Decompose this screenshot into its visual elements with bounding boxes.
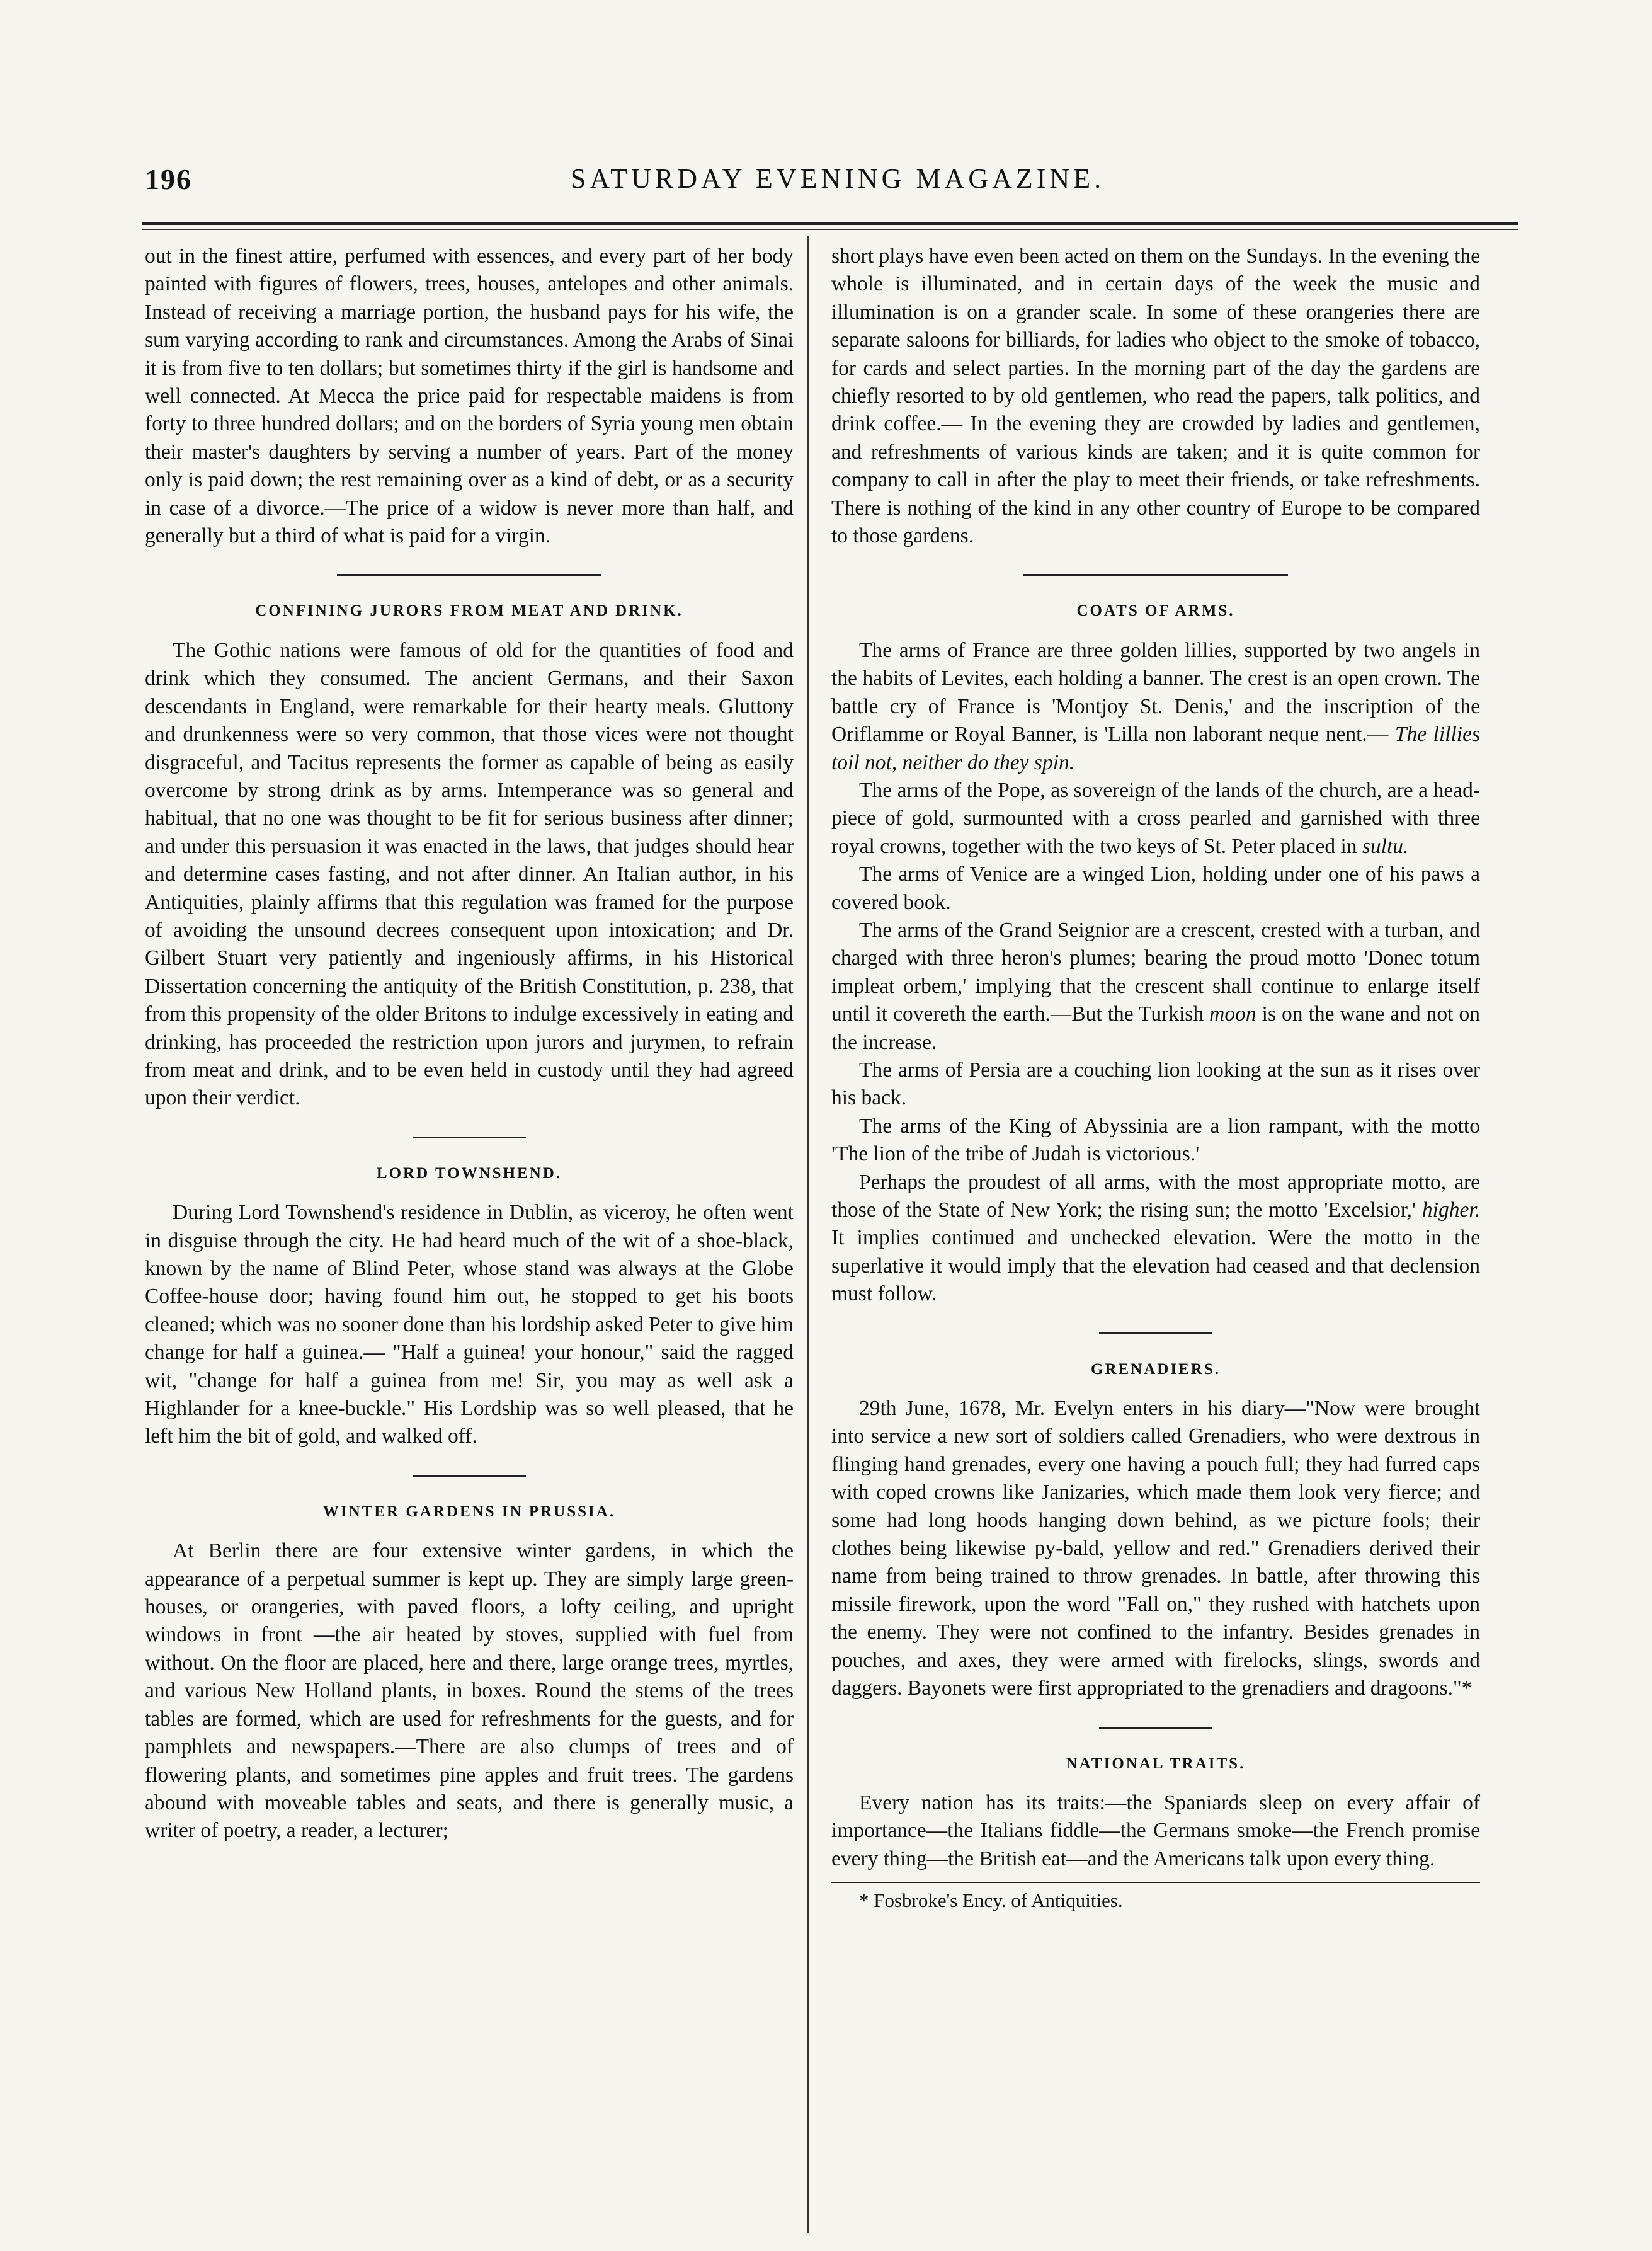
national-traits-body: Every nation has its traits:—the Spaniards sleep on every affair of importance—the Italians fiddle—the Germans smoke—the French promise every thing—the British eat—and the Americans talk upon every thing. — [831, 1790, 1480, 1870]
page-number: 196 — [145, 163, 192, 195]
grenadiers-body: 29th June, 1678, Mr. Evelyn enters in his diary—"Now were brought into service a new sort of soldiers called Grenadiers, who were dextrous in flinging hand grenades, every one having a pouch full; they had furred caps with coped crowns like Janizaries, which made them look very fierce; and some had long hoods hanging down behind, as we picture fools; their clothes being likewise py-bald, yellow and red." Grenadiers derived their name from being trained to throw grenades. In battle, after throwing this missile firework, upon the word "Fall on," they rushed with hatchets upon the enemy. They were not confined to the infantry. Besides grenades in pouches, and axes, they were armed with firelocks, slings, swords and daggers. Bayonets were first appropriated to the grenadiers and dragoons."* — [831, 1397, 1480, 1700]
arms-seignior-end: is on the wane and not on the increase. — [831, 1002, 1481, 1054]
lord-townshend-body: During Lord Townshend's residence in Dublin, as viceroy, he often went in disguise through the city. He had heard much of the wit of a shoe-black, known by the name of Blind Peter, whose stand was always at the Globe Coffee-house door; having found him out, he stopped to get his boots cleaned; which was no sooner done than his lordship asked Peter to give him change for half a guinea.— "Half a guinea! your honour," said the ragged wit, "change for half a guinea from me! Sir, you may as well ask a Highlander for a knee-buckle." His Lordship was so well pleased, that he left him the bit of gold, and walked off. — [145, 1201, 794, 1448]
arms-new-york — [831, 1169, 1480, 1309]
arms-abyssinia: The arms of the King of Abyssinia are a lion rampant, with the motto 'The lion of the tribe of Judah is victorious.' — [831, 1114, 1480, 1166]
arms-seignior-italic: moon — [1209, 1002, 1256, 1026]
confining-jurors-heading: CONFINING JURORS FROM MEAT AND DRINK. — [255, 602, 683, 620]
arms-persia: The arms of Persia are a couching lion looking at the sun as it rises over his back. — [831, 1058, 1480, 1110]
right-column — [831, 243, 1480, 1915]
section-divider — [1099, 1727, 1212, 1729]
column-rule — [807, 236, 809, 2233]
header-rule — [142, 222, 1518, 225]
intro-paragraph: out in the finest attire, perfumed with essences, and every part of her body painted with figures of flowers, trees, houses, antelopes and other animals. Instead of receiving a marriage portion, the husband pays for his wife, the sum varying according to rank and circumstances. Among the Arabs of Sinai it is from five to ten dollars; but sometimes thirty if the girl is handsome and well connected. At Mecca the price paid for respectable maidens is from forty to three hundred dollars; and on the borders of Syria young men obtain their master's daughters by serving a number of years. Part of the money only is paid down; the rest remaining over as a kind of debt, or as a security in case of a divorce.—The price of a widow is never more than half, and generally but a third of what is paid for a virgin. — [145, 244, 794, 548]
winter-gardens-body: At Berlin there are four extensive winter gardens, in which the appearance of a perpetual summer is kept up. They are simply large green-houses, or orangeries, with paved floors, a lofty ceiling, and upright windows in front —the air heated by stoves, supplied with fuel from without. On the floor are placed, here and there, large orange trees, myrtles, and various New Holland plants, in boxes. Round the stems of the trees tables are formed, which are used for refreshments for the guests, and for pamphlets and newspapers.—There are also clumps of trees and of flowering plants, and sometimes pine apples and fruit trees. The gardens abound with moveable tables and seats, and there is generally music, a writer of poetry, a reader, a lecturer; — [145, 1539, 794, 1843]
winter-gardens-heading: WINTER GARDENS IN PRUSSIA. — [322, 1503, 616, 1520]
national-traits-heading: NATIONAL TRAITS. — [1066, 1755, 1246, 1772]
winter-gardens-continued: short plays have even been acted on them on the Sundays. In the evening the whole is illuminated, and in certain days of the week the music and illumination is on a grander scale. In some of these orangeries there are separate saloons for billiards, for ladies who object to the smoke of tobacco, for cards and select parties. In the morning part of the day the gardens are chiefly resorted to by old gentlemen, who read the papers, talk politics, and drink coffee.— In the evening they are crowded by ladies and gentlemen, and refreshments of various kinds are taken; and it is quite common for company to call in after the play to meet their friends, or take refreshments. There is nothing of the kind in any other country of Europe to be compared to those gardens. — [831, 244, 1480, 548]
arms-grand-seignior — [831, 917, 1480, 1057]
running-title: SATURDAY EVENING MAGAZINE. — [570, 163, 1105, 194]
arms-pope — [831, 777, 1480, 861]
arms-ny-italic: higher. — [1421, 1198, 1481, 1222]
arms-pope-italic: sultu. — [1362, 834, 1409, 858]
arms-france-italic: The lillies toil not, neither do they spin. — [831, 723, 1480, 774]
section-divider — [337, 574, 601, 576]
section-divider — [413, 1475, 526, 1477]
page-header — [145, 163, 1530, 207]
header-rule-thin — [142, 229, 1518, 230]
left-column — [145, 243, 794, 1845]
confining-jurors-body: The Gothic nations were famous of old for the quantities of food and drink which they consumed. The ancient Germans, and their Saxon descendants in England, were remarkable for their hearty meals. Gluttony and drunkenness were so very common, that those vices were not thought disgraceful, and Tacitus represents the former as capable of being as easily overcome by strong drink as by arms. Intemperance was so general and habitual, that no one was thought to be fit for serious business after dinner; and under this persuasion it was enacted in the laws, that judges should hear and determine cases fasting, and not after dinner. An Italian author, in his Antiquities, plainly affirms that this regulation was framed for the purpose of avoiding the unsound decrees consequent upon intoxication; and Dr. Gilbert Stuart very patiently and ingeniously affirms, in his Historical Dissertation concerning the antiquity of the British Constitution, p. 238, that from this propensity of the older Britons to indulge excessively in eating and drinking, has proceeded the restriction upon jurors and jurymen, to refrain from meat and drink, and to be even held in custody until they had agreed upon their verdict. — [145, 638, 794, 1110]
section-divider — [1099, 1332, 1212, 1334]
arms-france-text: The arms of France are three golden lillies, supported by two angels in the habits of Levites, each holding a banner. The crest is an open crown. The battle cry of France is 'Montjoy St. Denis,' and the inscription of the Oriflamme or Royal Banner, is 'Lilla non laborant neque nent.— — [831, 638, 1480, 747]
arms-pope-text: The arms of the Pope, as sovereign of the lands of the church, are a head-piece of gold, surmounted with a cross pearled and garnished with three royal crowns, together with the two keys of St. Peter placed in — [831, 778, 1480, 858]
grenadiers-heading: GRENADIERS. — [1091, 1360, 1221, 1378]
arms-ny-end: It implies continued and unchecked elevation. Were the motto in the superlative it would imply that the elevation had ceased and that declension must follow. — [831, 1226, 1480, 1306]
footnote-rule — [831, 1882, 1480, 1883]
footnote: * Fosbroke's Ency. of Antiquities. — [859, 1889, 1123, 1912]
arms-france — [831, 637, 1480, 777]
arms-seignior-text: The arms of the Grand Seignior are a crescent, crested with a turban, and charged with three heron's plumes; bearing the proud motto 'Donec totum impleat orbem,' implying that the crescent shall continue to enlarge itself until it covereth the earth.—But the Turkish — [831, 918, 1480, 1026]
section-divider — [413, 1137, 526, 1138]
section-divider — [1023, 574, 1288, 576]
arms-venice: The arms of Venice are a winged Lion, holding under one of his paws a covered book. — [831, 862, 1480, 914]
lord-townshend-heading: LORD TOWNSHEND. — [376, 1164, 562, 1182]
arms-ny-text: Perhaps the proudest of all arms, with the most appropriate motto, are those of the State of New York; the rising sun; the motto 'Excelsior,' — [831, 1170, 1480, 1222]
coats-of-arms-heading: COATS OF ARMS. — [1076, 602, 1235, 620]
